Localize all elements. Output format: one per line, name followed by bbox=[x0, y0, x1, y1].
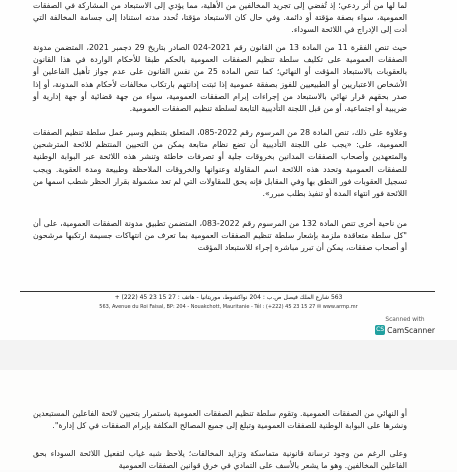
footer-address-french: 563, Avenue du Roi Faisal, BP: 204 - Nouakchott, Mauritanie - Tél : (+222) 45 23 15 27 ✉ www.armp.mr bbox=[99, 304, 358, 310]
footer-divider bbox=[20, 291, 435, 292]
paragraph-1: لما لها من أثر ردعي؛ إذ تُفضي إلى تجريد المخالفين من الأهلية، مما يؤدي إلى الاستبعاد من المشاركة في الصفقات العمومية، سواء بصفة مؤقتة أو دائمة. وفي حال كان الاستبعاد مؤقتا، تُحدد مدته استنادا إلى جسامة المخالفة التي أدت إلى الإدراج في اللائحة السوداء. bbox=[33, 1, 407, 35]
page2-paragraph-1: أو النهائي من الصفقات العمومية. وتقوم سلطة تنظيم الصفقات العمومية باستمرار بتحيين لائحة الفاعلين المستبعدين ونشرها على البوابة الوطنية للصفقات العمومية وتبلغ إلى جميع المصالح المكلفة بإبرام الصفقات في كل إدارة". bbox=[33, 409, 407, 431]
footer-address-arabic: 563 شارع الملك فيصل ص.ب : 204 نواكشوط، موريتانيا - هاتف : 27 15 23 45 (222) + bbox=[114, 294, 343, 301]
page2-paragraph-2: وعلى الرغم من وجود ترسانة قانونية متماسكة وتزايد المخالفات؛ يلاحظ شبه غياب لتفعيل اللائحة السوداء بحق الفاعلين المخالفين. وهو ما يشعر بالأسف على التمادي في خرق قوانين الصفقات العمومية bbox=[33, 449, 407, 471]
camscanner-brand-name: CamScanner bbox=[387, 325, 435, 335]
scanned-with-label: Scanned with bbox=[385, 317, 425, 323]
page-separator bbox=[0, 340, 457, 370]
camscanner-watermark bbox=[360, 317, 450, 335]
camscanner-icon: CS bbox=[376, 326, 385, 333]
paragraph-3: وعلاوة على ذلك، تنص المادة 28 من المرسوم رقم 2022-085، المتعلق بتنظيم وسير عمل سلطة تنظيم الصفقات العمومية، على: «يجب على اللجنة التأديبية أن تضع نظام متابعة يمكن من التحيين المنتظم للائحة المترشحين والمتعهدين وأصحاب الصفقات المدانين بخروقات جلية أو تصرفات خاطئة وتنشر هذه اللائحة عبر البوابة الوطنية للصفقات العمومية وتحدد هذه اللائحة اسم المقاولة وعنوانها والخروقات الملاحظة وطبيعة ومدة العقوبة. ويجب تسجيل العقوبات فور النطق بها وفي المقابل فإنه يحق للمقاولات التي لم تعد مشمولة بقرار الحظر شطب اسمها من اللائحة فور انتهاء المدة أو تنفيذ بطلب مبرر». bbox=[33, 128, 407, 199]
camscanner-brand bbox=[360, 325, 450, 335]
paragraph-2: حيث تنص الفقرة 11 من المادة 13 من القانون رقم 2021-024 الصادر بتاريخ 29 دجمبر 2021، المتضمن مدونة الصفقات العمومية على تكليف سلطة تنظيم الصفقات العمومية بالحكم طبقا للأحكام الواردة في هذا القانون بالعقوبات بالاستبعاد المؤقت أو النهائي؛ كما تنص المادة 25 من نفس القانون على عدم جواز تأهيل الفاعلين أو الأشخاص الاعتباريين أو الطبيعيين للفوز بصفقة عمومية إذا ثبتت إدانتهم بارتكاب مخالفات لأحكام هذه المدونة، أو إذا صدر بحقهم قرار نهائي بالاستبعاد من إجراءات إبرام الصفقات العمومية، سواء من جهة قضائية أو جهة إدارية أو ضريبية أو اجتماعية، أو من قبل اللجنة التأديبية التابعة لسلطة تنظيم الصفقات العمومية. bbox=[33, 43, 408, 114]
paragraph-4: من ناحية أخرى تنص المادة 132 من المرسوم رقم 2022-083، المتضمن تطبيق مدونة الصفقات العمومية، على أن "كل سلطة متعاقدة ملزمة بإشعار سلطة تنظيم الصفقات العمومية بما تعرف من انتهاكات جسيمة ارتكبها مرشحون أو أصحاب صفقات، يمكن أن تبرر مباشرة إجراء للاستبعاد المؤقت bbox=[33, 219, 407, 253]
document-page-2 bbox=[0, 370, 457, 470]
